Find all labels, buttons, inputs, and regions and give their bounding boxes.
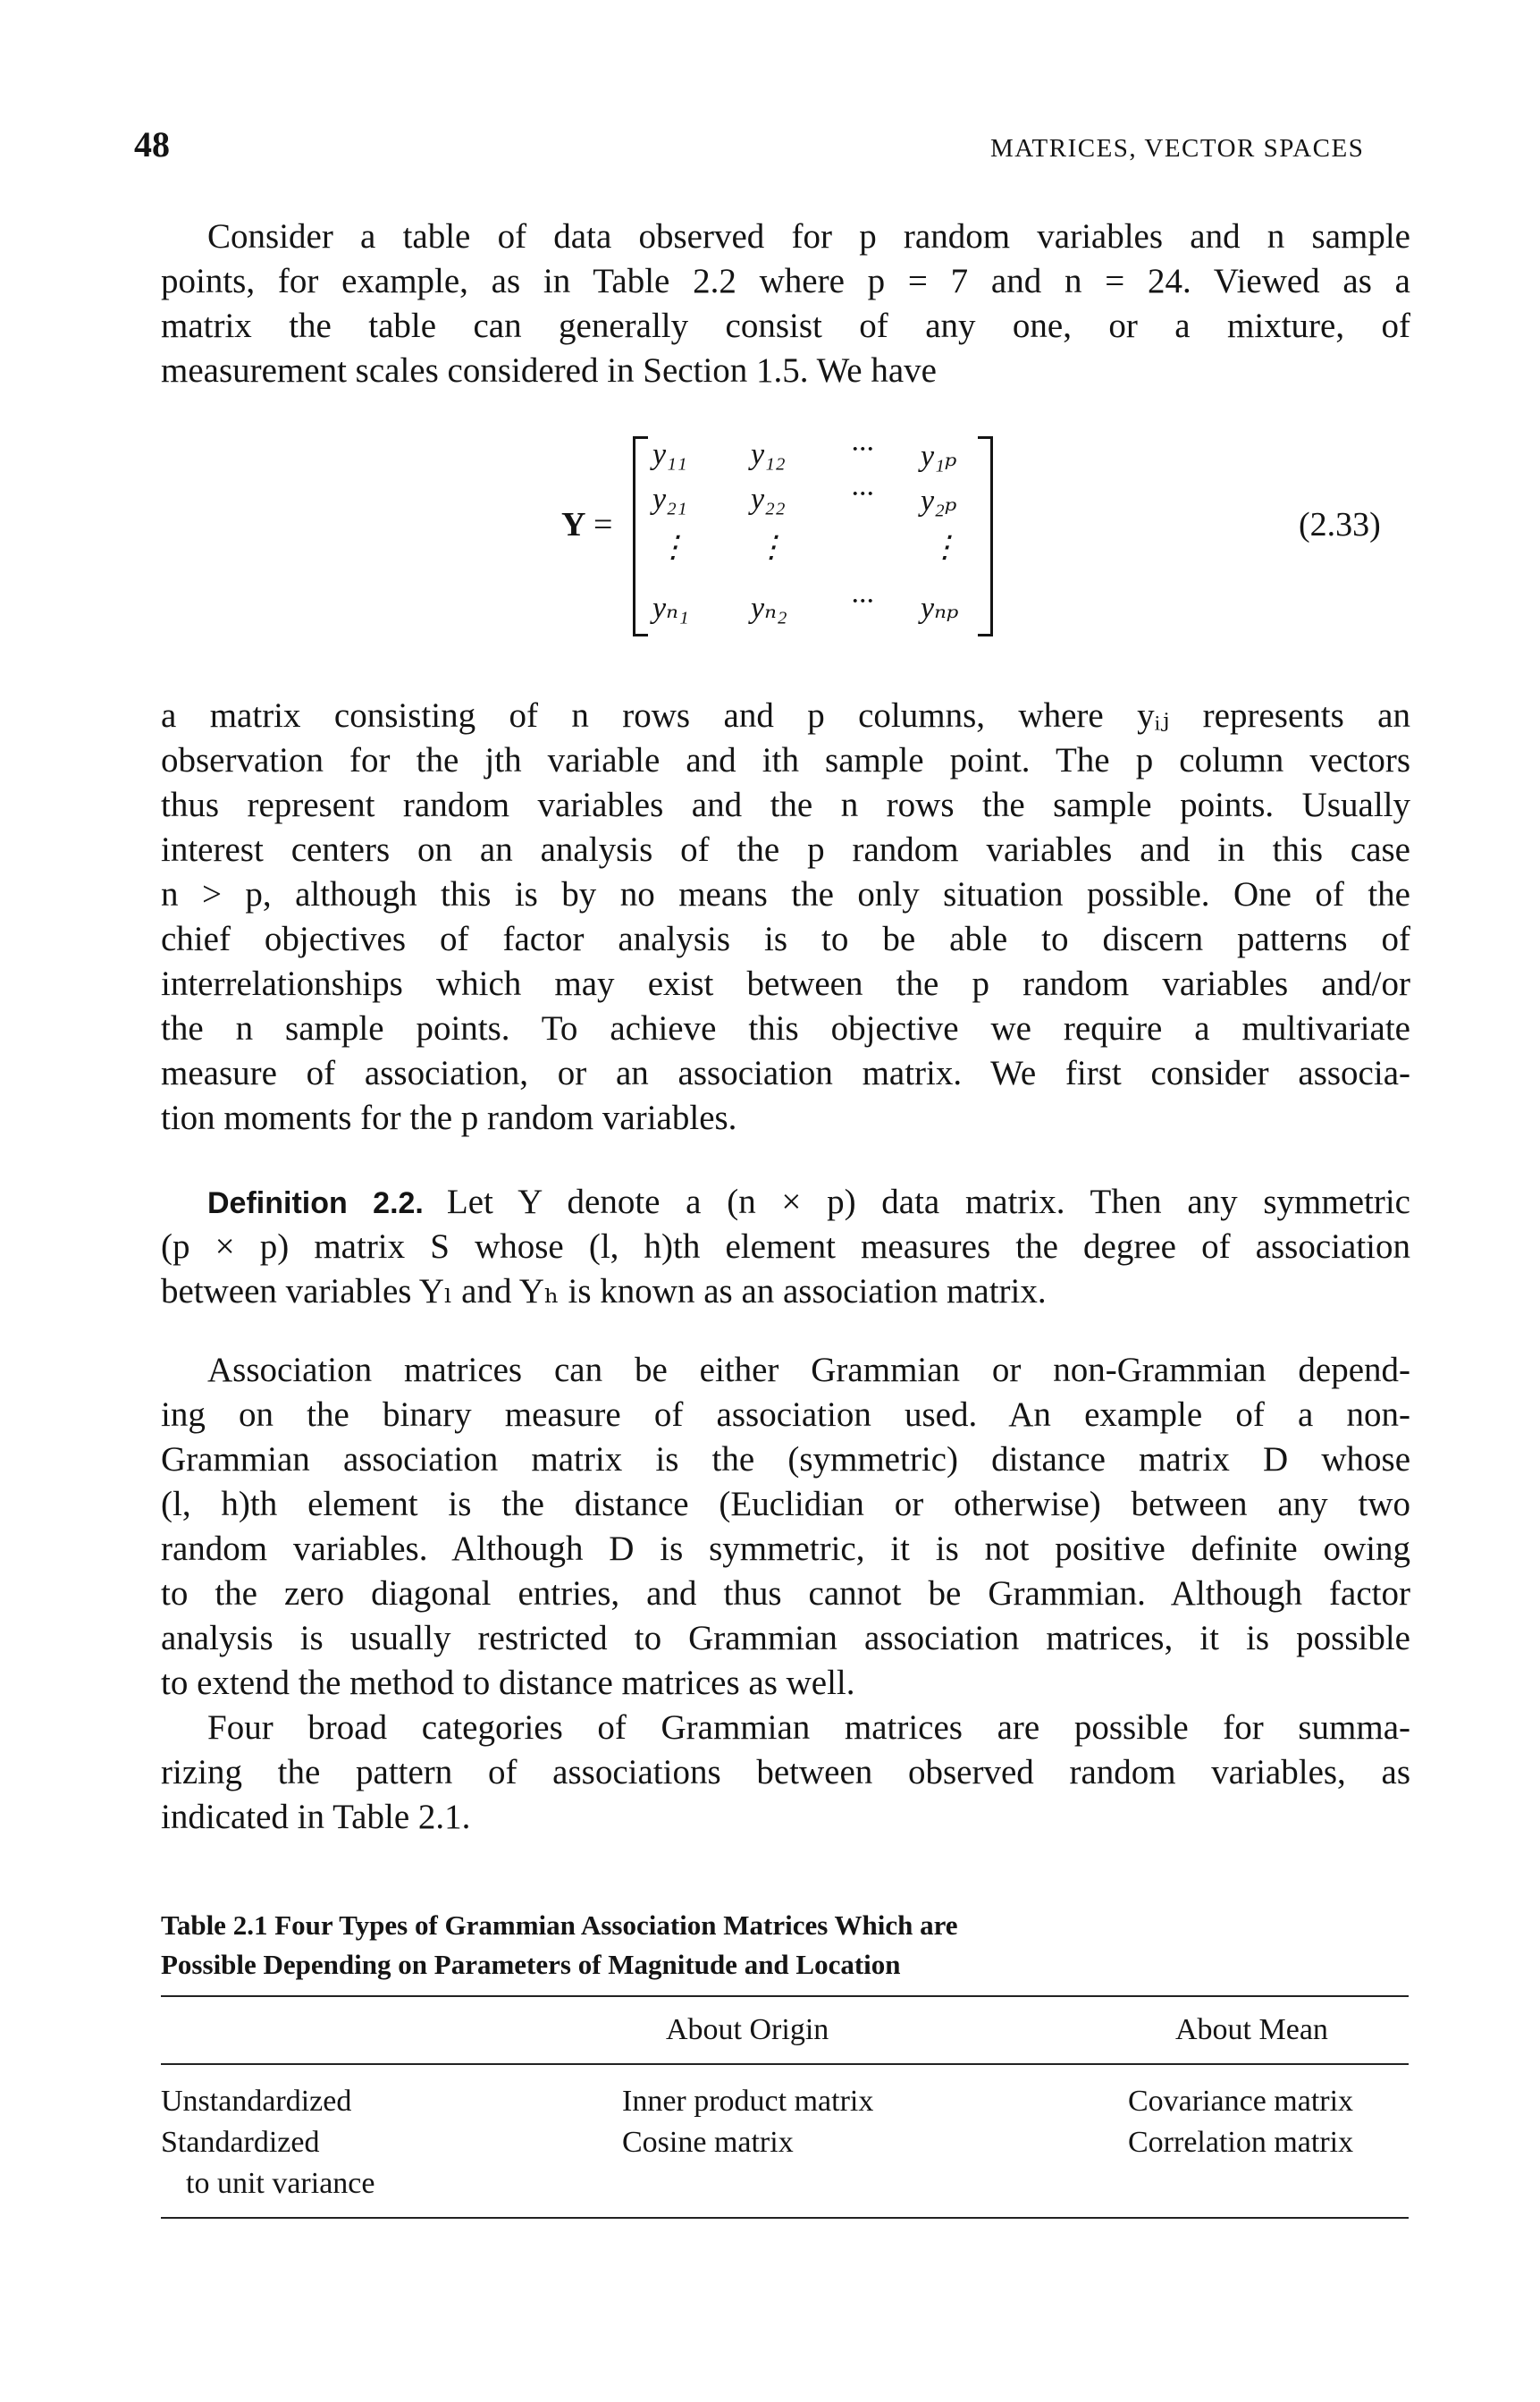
- matrix-cell: ···: [851, 433, 874, 466]
- definition-label: Definition 2.2.: [207, 1186, 424, 1220]
- text-line: random variables. Although D is symmetric, it is not positive definite owing: [161, 1530, 1410, 1568]
- matrix-cell: ···: [851, 585, 874, 618]
- matrix-cell: ⋮: [658, 531, 688, 564]
- paragraph-intro: [161, 215, 1410, 393]
- table-cell: Correlation matrix: [1128, 2126, 1354, 2159]
- definition-text: Let Y denote a (n × p) data matrix. Then any symmetric: [446, 1183, 1410, 1221]
- text-line: indicated in Table 2.1.: [161, 1798, 471, 1836]
- table-bottom-rule: [161, 2217, 1409, 2219]
- text-line: rizing the pattern of associations between observed random variables, as: [161, 1753, 1410, 1791]
- text-line: Grammian association matrix is the (symmetric) distance matrix D whose: [161, 1440, 1410, 1479]
- text-line: thus represent random variables and the n rows the sample points. Usually: [161, 786, 1410, 824]
- text-line: observation for the jth variable and ith sample point. The p column vectors: [161, 741, 1410, 780]
- table-cell: Standardized: [161, 2126, 320, 2159]
- paragraph-four-categories: [161, 1706, 1410, 1840]
- table-caption: Possible Depending on Parameters of Magnitude and Location: [161, 1949, 901, 1980]
- text-line: interrelationships which may exist between the p random variables and/or: [161, 965, 1410, 1003]
- text-line: [161, 1180, 1410, 1225]
- text-line: measurement scales considered in Section 1.5. We have: [161, 351, 937, 390]
- matrix-cell: y₁₂: [751, 438, 786, 471]
- right-bracket: [978, 436, 993, 636]
- text-line: the n sample points. To achieve this objective we require a multivariate: [161, 1009, 1410, 1048]
- table-caption: Table 2.1 Four Types of Grammian Association Matrices Which are: [161, 1909, 958, 1941]
- text-line: a matrix consisting of n rows and p columns, where yᵢⱼ represents an: [161, 696, 1410, 735]
- table-cell: Inner product matrix: [622, 2085, 874, 2118]
- matrix-cell: y₂₁: [652, 483, 687, 516]
- text-line: n > p, although this is by no means the only situation possible. One of the: [161, 875, 1410, 914]
- matrix-symbol: Y: [561, 506, 586, 544]
- text-line: Four broad categories of Grammian matrices are possible for summa-: [207, 1708, 1410, 1747]
- matrix-cell: ⋮: [756, 531, 787, 564]
- text-line: to extend the method to distance matrices as well.: [161, 1664, 855, 1702]
- matrix-cell: y₂ₚ: [921, 485, 957, 518]
- matrix-cell: ⋮: [930, 531, 960, 564]
- text-line: (l, h)th element is the distance (Euclidian or otherwise) between any two: [161, 1485, 1410, 1523]
- matrix-cell: yₙ₂: [751, 592, 787, 625]
- table-header-cell: About Origin: [666, 2013, 829, 2046]
- page-number: 48: [134, 124, 170, 164]
- text-line: analysis is usually restricted to Grammian association matrices, it is possible: [161, 1619, 1410, 1657]
- equals-sign: =: [593, 506, 613, 544]
- table-cell: Cosine matrix: [622, 2126, 794, 2159]
- matrix-cell: y₁₁: [652, 438, 687, 471]
- table-top-rule: [161, 1995, 1409, 1997]
- running-title: MATRICES, VECTOR SPACES: [990, 134, 1365, 163]
- equation-number: (2.33): [1299, 506, 1381, 544]
- paragraph-association-matrices: [161, 1348, 1410, 1706]
- matrix-cell: y₂₂: [751, 483, 786, 516]
- text-line: between variables Yₗ and Yₕ is known as an association matrix.: [161, 1272, 1047, 1311]
- text-line: measure of association, or an association matrix. We first consider associa-: [161, 1054, 1410, 1092]
- text-line: chief objectives of factor analysis is to be able to discern patterns of: [161, 920, 1410, 958]
- definition-2-2: [161, 1180, 1410, 1314]
- text-line: Association matrices can be either Grammian or non-Grammian depend-: [207, 1351, 1410, 1389]
- matrix-cell: yₙₚ: [921, 592, 959, 625]
- matrix-cell: ···: [851, 477, 874, 510]
- table-cell: to unit variance: [186, 2167, 375, 2200]
- left-bracket: [633, 436, 648, 636]
- matrix-cell: y₁ₚ: [921, 440, 957, 473]
- text-line: interest centers on an analysis of the p random variables and in this case: [161, 830, 1410, 869]
- text-line: to the zero diagonal entries, and thus cannot be Grammian. Although factor: [161, 1574, 1410, 1613]
- table-cell: Covariance matrix: [1128, 2085, 1354, 2118]
- table-cell: Unstandardized: [161, 2085, 352, 2118]
- text-line: tion moments for the p random variables.: [161, 1099, 737, 1137]
- table-header-cell: About Mean: [1175, 2013, 1328, 2046]
- paragraph-matrix-description: [161, 694, 1410, 1141]
- text-line: (p × p) matrix S whose (l, h)th element measures the degree of association: [161, 1227, 1410, 1266]
- matrix-cell: yₙ₁: [652, 592, 689, 625]
- text-line: ing on the binary measure of association used. An example of a non-: [161, 1395, 1410, 1434]
- text-line: points, for example, as in Table 2.2 where p = 7 and n = 24. Viewed as a: [161, 262, 1410, 300]
- text-line: matrix the table can generally consist of any one, or a mixture, of: [161, 307, 1410, 345]
- table-header-rule: [161, 2063, 1409, 2065]
- text-line: Consider a table of data observed for p random variables and n sample: [207, 217, 1410, 256]
